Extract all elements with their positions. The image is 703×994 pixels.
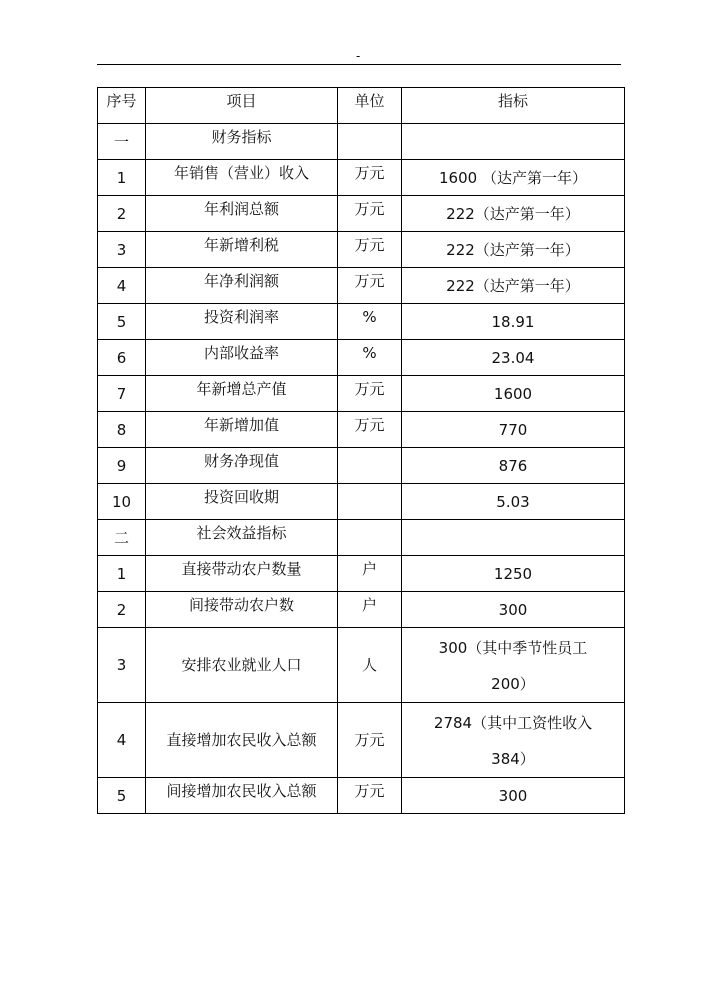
row-seq: 4: [98, 703, 146, 778]
table-row: [98, 340, 625, 376]
row-unit: 人: [338, 628, 402, 703]
row-unit: 万元: [338, 160, 402, 196]
row-value: 18.91: [402, 304, 625, 340]
row-seq: 10: [98, 484, 146, 520]
header-unit: 单位: [338, 88, 402, 124]
header-rule: [97, 64, 621, 65]
row-item: 直接带动农户数量: [146, 556, 338, 592]
row-item: 年利润总额: [146, 196, 338, 232]
row-seq: 5: [98, 778, 146, 814]
table-row: [98, 412, 625, 448]
row-item: 内部收益率: [146, 340, 338, 376]
row-unit: %: [338, 340, 402, 376]
row-value: 1250: [402, 556, 625, 592]
row-unit: 万元: [338, 232, 402, 268]
row-item: 安排农业就业人口: [146, 628, 338, 703]
row-seq: 3: [98, 628, 146, 703]
row-value: 23.04: [402, 340, 625, 376]
row-value: 1600 （达产第一年）: [402, 160, 625, 196]
row-unit: 万元: [338, 196, 402, 232]
row-unit: 万元: [338, 268, 402, 304]
row-value-line: 384）: [491, 750, 535, 768]
row-item: 投资利润率: [146, 304, 338, 340]
row-seq: 3: [98, 232, 146, 268]
row-value: 770: [402, 412, 625, 448]
row-value: [402, 520, 625, 556]
row-seq: 4: [98, 268, 146, 304]
row-value: 222（达产第一年）: [402, 232, 625, 268]
row-value-line: 200）: [491, 675, 535, 693]
row-seq: 9: [98, 448, 146, 484]
row-item: 财务指标: [146, 124, 338, 160]
row-value: [402, 628, 625, 703]
row-value: 222（达产第一年）: [402, 268, 625, 304]
row-value: 300: [402, 592, 625, 628]
row-value: 876: [402, 448, 625, 484]
table-row: [98, 703, 625, 778]
table-row: [98, 448, 625, 484]
row-item: 直接增加农民收入总额: [146, 703, 338, 778]
header-item: 项目: [146, 88, 338, 124]
row-unit: 万元: [338, 412, 402, 448]
row-value: 1600: [402, 376, 625, 412]
row-unit: [338, 484, 402, 520]
row-value: [402, 124, 625, 160]
table-row: [98, 592, 625, 628]
table-row: [98, 484, 625, 520]
row-item: 年新增加值: [146, 412, 338, 448]
row-item: 间接带动农户数: [146, 592, 338, 628]
table-header-row: [98, 88, 625, 124]
row-item: 投资回收期: [146, 484, 338, 520]
row-unit: 万元: [338, 376, 402, 412]
row-value: 300: [402, 778, 625, 814]
table-row: [98, 124, 625, 160]
row-unit: 万元: [338, 778, 402, 814]
row-seq: 2: [98, 196, 146, 232]
row-item: 年新增总产值: [146, 376, 338, 412]
financial-indicators-table: [97, 87, 625, 814]
row-value: 222（达产第一年）: [402, 196, 625, 232]
row-item: 年销售（营业）收入: [146, 160, 338, 196]
row-item: 间接增加农民收入总额: [146, 778, 338, 814]
row-unit: [338, 448, 402, 484]
header-value: 指标: [402, 88, 625, 124]
row-seq: 7: [98, 376, 146, 412]
row-item: 年净利润额: [146, 268, 338, 304]
row-seq: 二: [98, 520, 146, 556]
table-row: [98, 556, 625, 592]
row-seq: 1: [98, 556, 146, 592]
row-value-line: 2784（其中工资性收入: [433, 714, 593, 732]
row-unit: 户: [338, 556, 402, 592]
row-seq: 5: [98, 304, 146, 340]
table-row: [98, 196, 625, 232]
row-seq: 1: [98, 160, 146, 196]
table-row: [98, 628, 625, 703]
table-row: [98, 376, 625, 412]
table-row: [98, 304, 625, 340]
row-item: 社会效益指标: [146, 520, 338, 556]
table-row: [98, 232, 625, 268]
row-seq: 2: [98, 592, 146, 628]
row-unit: [338, 124, 402, 160]
table-row: [98, 778, 625, 814]
row-seq: 一: [98, 124, 146, 160]
row-seq: 8: [98, 412, 146, 448]
row-unit: 户: [338, 592, 402, 628]
table-row: [98, 520, 625, 556]
row-seq: 6: [98, 340, 146, 376]
row-value-line: 300（其中季节性员工: [438, 639, 588, 657]
table-row: [98, 268, 625, 304]
row-item: 年新增利税: [146, 232, 338, 268]
row-item: 财务净现值: [146, 448, 338, 484]
row-unit: 万元: [338, 703, 402, 778]
table-row: [98, 160, 625, 196]
header-seq: 序号: [98, 88, 146, 124]
row-value: [402, 703, 625, 778]
row-unit: [338, 520, 402, 556]
row-unit: %: [338, 304, 402, 340]
row-value: 5.03: [402, 484, 625, 520]
page-header-mark: -: [356, 49, 361, 63]
